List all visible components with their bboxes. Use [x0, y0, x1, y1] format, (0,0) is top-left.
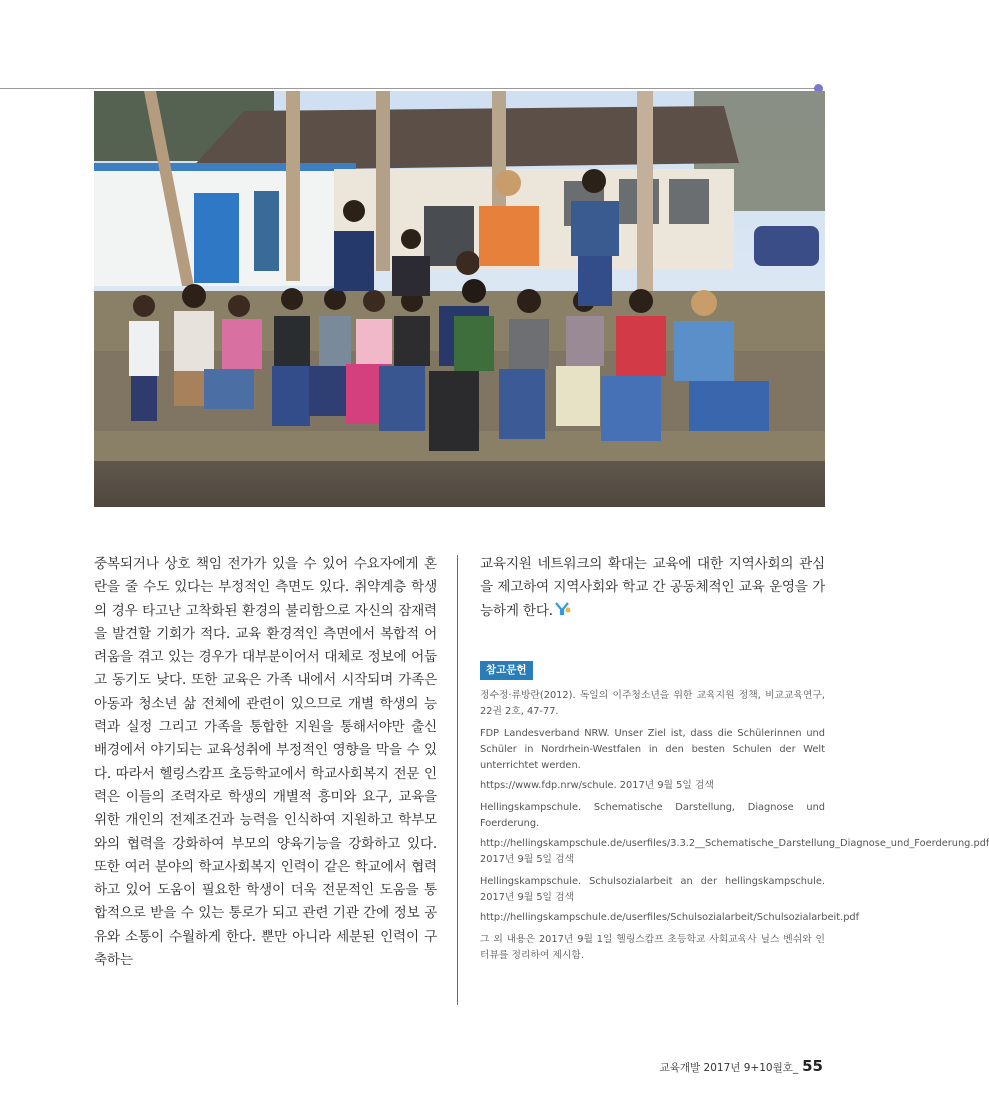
- reference-item: 정수정·류방란(2012). 독일의 이주청소년을 위한 교육지원 정책, 비교교육연구, 22권 2호, 47-77.: [480, 690, 825, 717]
- article-right-column: [480, 553, 825, 623]
- article-left-column: 중복되거나 상호 책임 전가가 있을 수 있어 수요자에게 혼란을 줄 수도 있다는 부정적인 측면도 있다. 취약계층 학생의 경우 타고난 고착화된 환경의 불리함으로 자신의 잠재력을 발견할 기회가 적다. 교육 환경적인 측면에서 복합적 어려움을 겪고 있는 경우가 대부분이어서 대체로 정보에 어둡고 동기도 낮다. 또한 교육은 가족 내에서 시작되며 가족은 아동과 청소년 삶 전체에 관련이 있으므로 개별 학생의 능력과 실정 그리고 가족을 통합한 지원을 통해서야만 출신 배경에서 야기되는 교육성취에 부정적인 영향을 막을 수 있다. 따라서 헬링스캄프 초등학교에서 학교사회복지 전문 인력은 이들의 조력자로 학생의 개별적 흥미와 요구, 교육을 위한 개인의 전제조건과 능력을 인식하여 지원하고 학부모와의 협력을 강화하여 부모의 양육기능을 강화하고 있다. 또한 여러 분야의 학교사회복지 인력이 같은 학교에서 협력하고 있어 도움이 필요한 학생이 더욱 전문적인 도움을 통합적으로 받을 수 있는 통로가 되고 관련 기관 간에 정보 공유와 소통이 수월하게 한다. 뿐만 아니라 세분된 인력이 구축하는: [94, 556, 437, 969]
- reference-link[interactable]: http://hellingskampschule.de/userfiles/3.3.2__Schematische_Darstellung_Diagnose_und_Foerderung.pdf 2017년 9월 5일 검색: [480, 838, 989, 865]
- reference-item: Hellingskampschule. Schulsozialarbeit an der hellingskampschule. 2017년 9월 5일 검색: [480, 876, 825, 903]
- end-mark-icon: [555, 600, 571, 623]
- page-footer: [660, 1057, 823, 1075]
- group-photo: [94, 91, 825, 507]
- reference-link[interactable]: https://www.fdp.nrw/schule. 2017년 9월 5일 검색: [480, 780, 714, 791]
- references-badge: 참고문헌: [480, 661, 533, 680]
- top-rule: [0, 88, 818, 89]
- column-divider: [457, 555, 458, 1005]
- reference-note: 그 외 내용은 2017년 9월 1일 헬링스캄프 초등학교 사회교육사 닐스 벤쉬와 인터뷰를 정리하여 제시함.: [480, 934, 825, 961]
- article-right-text: 교육지원 네트워크의 확대는 교육에 대한 지역사회의 관심을 제고하여 지역사회와 학교 간 공동체적인 교육 운영을 가능하게 한다.: [480, 556, 825, 619]
- footer-publication: 교육개발 2017년 9+10월호_: [659, 1062, 799, 1074]
- article-right-paragraph: [480, 553, 825, 623]
- references-list: [480, 688, 989, 970]
- reference-item: FDP Landesverband NRW. Unser Ziel ist, dass die Schülerinnen und Schüler in Nordrhein-Westfalen in den besten Schulen der Welt unterrichtet werden.: [480, 728, 825, 771]
- page-number: 55: [802, 1057, 823, 1075]
- reference-item: Hellingskampschule. Schematische Darstellung, Diagnose und Foerderung.: [480, 802, 825, 829]
- reference-link[interactable]: http://hellingskampschule.de/userfiles/Schulsozialarbeit/Schulsozialarbeit.pdf: [480, 912, 860, 923]
